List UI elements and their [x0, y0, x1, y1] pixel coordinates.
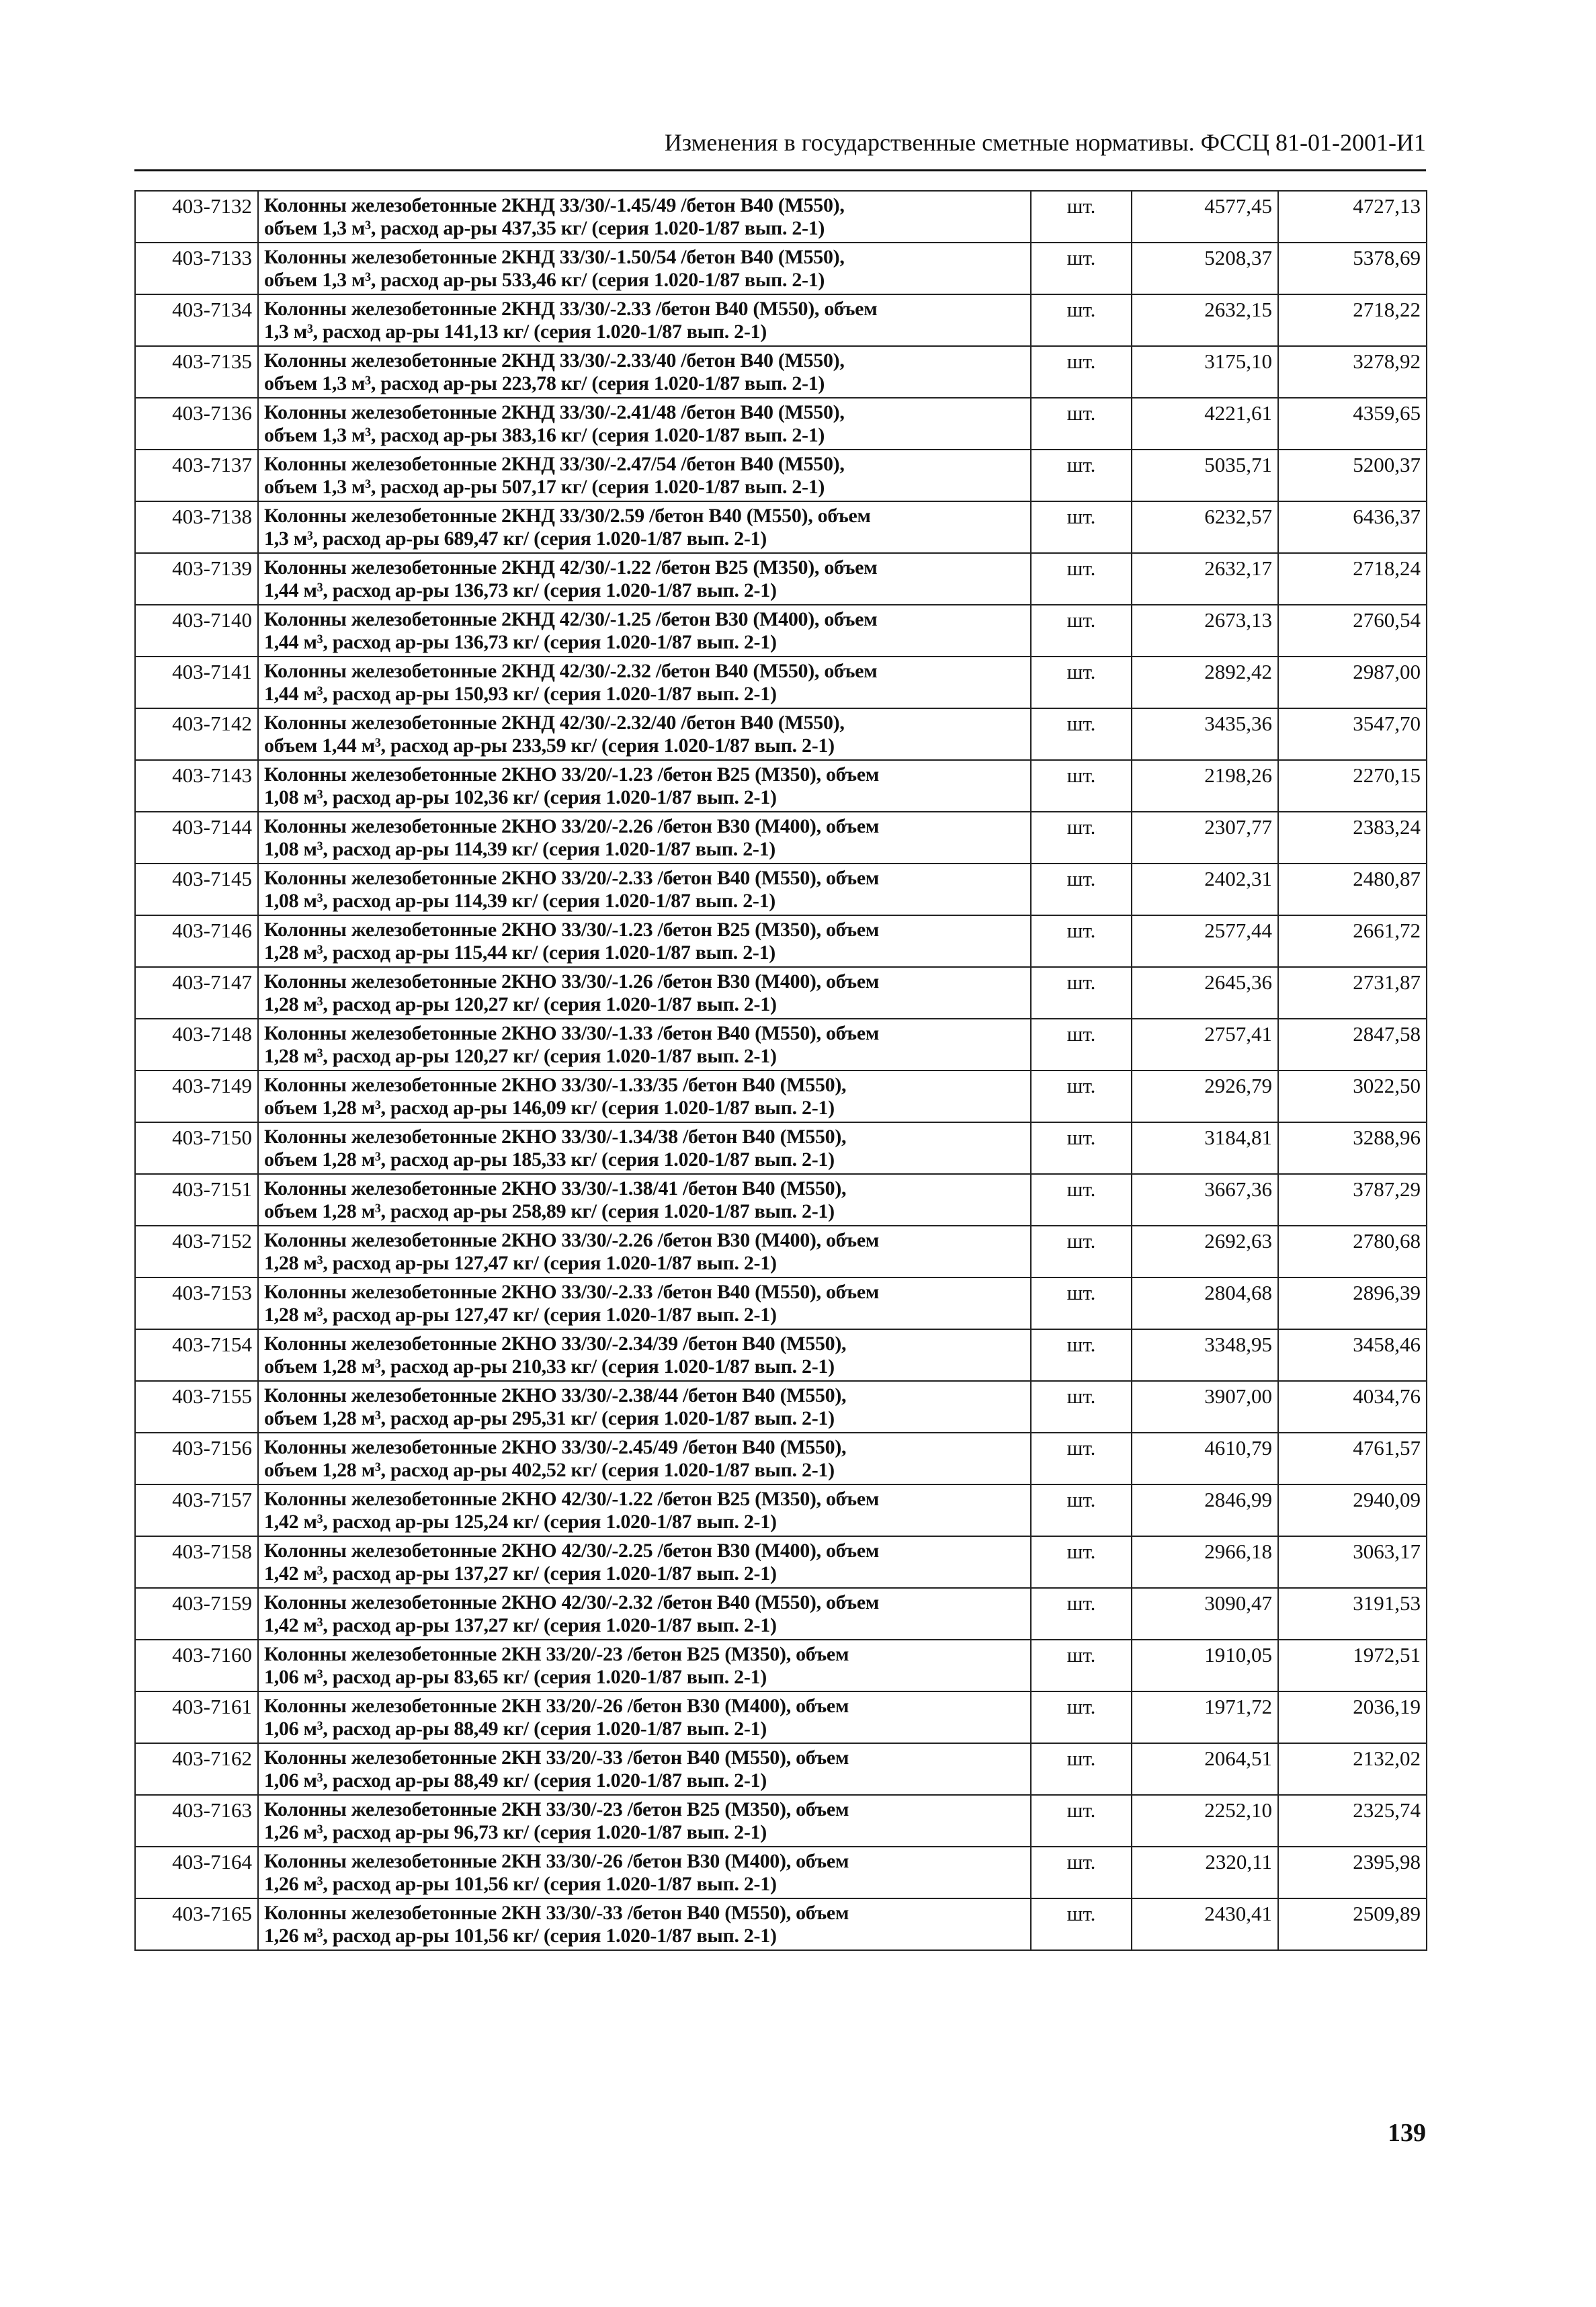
item-code: 403-7162: [135, 1743, 258, 1795]
item-description: [258, 1588, 1031, 1640]
item-code: 403-7156: [135, 1433, 258, 1484]
table-row: [135, 864, 1427, 915]
item-description: [258, 243, 1031, 294]
item-description: [258, 450, 1031, 501]
unit-of-measure: шт.: [1031, 1329, 1132, 1381]
table-row: [135, 1226, 1427, 1277]
item-description: [258, 1847, 1031, 1898]
description-text: Колонны железобетонные 2КНО 33/30/-1.33/35 /бетон B40 (M550), объем 1,28 м³, расход ар-ры 146,09 кг/ (серия 1.020-1/87 вып. 2-1): [264, 1074, 847, 1119]
description-text: Колонны железобетонные 2КН 33/20/-23 /бетон B25 (M350), объем 1,06 м³, расход ар-ры 83,65 кг/ (серия 1.020-1/87 вып. 2-1): [264, 1643, 849, 1688]
price-estimate: 3022,50: [1278, 1071, 1427, 1122]
item-code: 403-7144: [135, 812, 258, 864]
item-description: [258, 864, 1031, 915]
description-text: Колонны железобетонные 2КНО 33/30/-2.45/49 /бетон B40 (M550), объем 1,28 м³, расход ар-ры 402,52 кг/ (серия 1.020-1/87 вып. 2-1): [264, 1436, 847, 1481]
table-row: [135, 553, 1427, 605]
unit-of-measure: шт.: [1031, 605, 1132, 657]
description-text: Колонны железобетонные 2КНД 33/30/-2.33/40 /бетон B40 (M550), объем 1,3 м³, расход ар-ры 223,78 кг/ (серия 1.020-1/87 вып. 2-1): [264, 349, 845, 394]
unit-of-measure: шт.: [1031, 1898, 1132, 1950]
unit-of-measure: шт.: [1031, 243, 1132, 294]
price-current: 2064,51: [1132, 1743, 1278, 1795]
item-code: 403-7160: [135, 1640, 258, 1691]
price-estimate: 6436,37: [1278, 501, 1427, 553]
unit-of-measure: шт.: [1031, 191, 1132, 243]
item-code: 403-7139: [135, 553, 258, 605]
unit-of-measure: шт.: [1031, 915, 1132, 967]
price-current: 2252,10: [1132, 1795, 1278, 1847]
item-description: [258, 812, 1031, 864]
price-estimate: 2780,68: [1278, 1226, 1427, 1277]
item-description: [258, 398, 1031, 450]
price-estimate: 2036,19: [1278, 1691, 1427, 1743]
price-current: 3435,36: [1132, 708, 1278, 760]
unit-of-measure: шт.: [1031, 1433, 1132, 1484]
description-text: Колонны железобетонные 2КНД 33/30/-2.47/54 /бетон B40 (M550), объем 1,3 м³, расход ар-ры 507,17 кг/ (серия 1.020-1/87 вып. 2-1): [264, 453, 845, 498]
item-description: [258, 1174, 1031, 1226]
table-row: [135, 191, 1427, 243]
unit-of-measure: шт.: [1031, 1743, 1132, 1795]
price-estimate: 2760,54: [1278, 605, 1427, 657]
price-current: 1910,05: [1132, 1640, 1278, 1691]
description-text: Колонны железобетонные 2КНО 42/30/-2.32 /бетон B40 (M550), объем 1,42 м³, расход ар-ры 137,27 кг/ (серия 1.020-1/87 вып. 2-1): [264, 1591, 880, 1636]
table-row: [135, 1588, 1427, 1640]
unit-of-measure: шт.: [1031, 1640, 1132, 1691]
unit-of-measure: шт.: [1031, 1588, 1132, 1640]
description-text: Колонны железобетонные 2КНО 33/30/-1.38/41 /бетон B40 (M550), объем 1,28 м³, расход ар-ры 258,89 кг/ (серия 1.020-1/87 вып. 2-1): [264, 1177, 847, 1222]
item-description: [258, 1484, 1031, 1536]
item-code: 403-7163: [135, 1795, 258, 1847]
item-description: [258, 294, 1031, 346]
price-estimate: 2270,15: [1278, 760, 1427, 812]
price-estimate: 2395,98: [1278, 1847, 1427, 1898]
unit-of-measure: шт.: [1031, 1226, 1132, 1277]
table-body: [135, 191, 1427, 1950]
price-estimate: 2383,24: [1278, 812, 1427, 864]
item-description: [258, 1691, 1031, 1743]
item-description: [258, 1226, 1031, 1277]
header-rule: [134, 169, 1426, 171]
description-text: Колонны железобетонные 2КНД 42/30/-2.32 /бетон B40 (M550), объем 1,44 м³, расход ар-ры 150,93 кг/ (серия 1.020-1/87 вып. 2-1): [264, 660, 878, 705]
unit-of-measure: шт.: [1031, 398, 1132, 450]
table-row: [135, 1536, 1427, 1588]
price-current: 2402,31: [1132, 864, 1278, 915]
description-text: Колонны железобетонные 2КН 33/30/-23 /бетон B25 (M350), объем 1,26 м³, расход ар-ры 96,73 кг/ (серия 1.020-1/87 вып. 2-1): [264, 1798, 849, 1843]
table-row: [135, 398, 1427, 450]
table-row: [135, 501, 1427, 553]
price-current: 2632,15: [1132, 294, 1278, 346]
unit-of-measure: шт.: [1031, 812, 1132, 864]
price-current: 2307,77: [1132, 812, 1278, 864]
item-code: 403-7161: [135, 1691, 258, 1743]
description-text: Колонны железобетонные 2КНД 33/30/2.59 /бетон B40 (M550), объем 1,3 м³, расход ар-ры 689,47 кг/ (серия 1.020-1/87 вып. 2-1): [264, 505, 871, 550]
price-estimate: 3191,53: [1278, 1588, 1427, 1640]
description-text: Колонны железобетонные 2КНД 33/30/-2.41/48 /бетон B40 (M550), объем 1,3 м³, расход ар-ры 383,16 кг/ (серия 1.020-1/87 вып. 2-1): [264, 401, 845, 446]
table-row: [135, 1071, 1427, 1122]
price-current: 3090,47: [1132, 1588, 1278, 1640]
description-text: Колонны железобетонные 2КНД 33/30/-2.33 /бетон B40 (M550), объем 1,3 м³, расход ар-ры 141,13 кг/ (серия 1.020-1/87 вып. 2-1): [264, 298, 878, 343]
table-row: [135, 1640, 1427, 1691]
description-text: Колонны железобетонные 2КНО 33/30/-2.34/39 /бетон B40 (M550), объем 1,28 м³, расход ар-ры 210,33 кг/ (серия 1.020-1/87 вып. 2-1): [264, 1333, 847, 1378]
item-description: [258, 1795, 1031, 1847]
item-code: 403-7149: [135, 1071, 258, 1122]
page-number: 139: [1388, 2119, 1426, 2147]
price-estimate: 3458,46: [1278, 1329, 1427, 1381]
unit-of-measure: шт.: [1031, 1795, 1132, 1847]
item-description: [258, 501, 1031, 553]
table-row: [135, 760, 1427, 812]
price-current: 2320,11: [1132, 1847, 1278, 1898]
description-text: Колонны железобетонные 2КНД 33/30/-1.45/49 /бетон B40 (M550), объем 1,3 м³, расход ар-ры 437,35 кг/ (серия 1.020-1/87 вып. 2-1): [264, 194, 845, 239]
item-description: [258, 346, 1031, 398]
description-text: Колонны железобетонные 2КНО 33/30/-2.26 /бетон B30 (M400), объем 1,28 м³, расход ар-ры 127,47 кг/ (серия 1.020-1/87 вып. 2-1): [264, 1229, 880, 1274]
table-row: [135, 1381, 1427, 1433]
item-description: [258, 1071, 1031, 1122]
unit-of-measure: шт.: [1031, 346, 1132, 398]
item-code: 403-7159: [135, 1588, 258, 1640]
description-text: Колонны железобетонные 2КНД 42/30/-2.32/40 /бетон B40 (M550), объем 1,44 м³, расход ар-ры 233,59 кг/ (серия 1.020-1/87 вып. 2-1): [264, 712, 845, 757]
item-code: 403-7134: [135, 294, 258, 346]
price-current: 2757,41: [1132, 1019, 1278, 1071]
table-row: [135, 708, 1427, 760]
description-text: Колонны железобетонные 2КНО 33/30/-2.33 /бетон B40 (M550), объем 1,28 м³, расход ар-ры 127,47 кг/ (серия 1.020-1/87 вып. 2-1): [264, 1281, 880, 1326]
price-current: 6232,57: [1132, 501, 1278, 553]
price-current: 5035,71: [1132, 450, 1278, 501]
unit-of-measure: шт.: [1031, 708, 1132, 760]
item-description: [258, 1536, 1031, 1588]
price-current: 3667,36: [1132, 1174, 1278, 1226]
item-code: 403-7141: [135, 657, 258, 708]
unit-of-measure: шт.: [1031, 1381, 1132, 1433]
item-description: [258, 915, 1031, 967]
price-current: 3907,00: [1132, 1381, 1278, 1433]
description-text: Колонны железобетонные 2КН 33/20/-33 /бетон B40 (M550), объем 1,06 м³, расход ар-ры 88,49 кг/ (серия 1.020-1/87 вып. 2-1): [264, 1747, 849, 1792]
price-current: 2577,44: [1132, 915, 1278, 967]
table-row: [135, 1691, 1427, 1743]
price-estimate: 2325,74: [1278, 1795, 1427, 1847]
table-row: [135, 915, 1427, 967]
page-header: Изменения в государственные сметные нормативы. ФССЦ 81-01-2001-И1: [664, 129, 1426, 156]
price-current: 4221,61: [1132, 398, 1278, 450]
price-current: 4577,45: [1132, 191, 1278, 243]
item-code: 403-7155: [135, 1381, 258, 1433]
item-code: 403-7148: [135, 1019, 258, 1071]
price-current: 2846,99: [1132, 1484, 1278, 1536]
item-code: 403-7132: [135, 191, 258, 243]
price-current: 5208,37: [1132, 243, 1278, 294]
price-estimate: 3547,70: [1278, 708, 1427, 760]
unit-of-measure: шт.: [1031, 864, 1132, 915]
item-code: 403-7143: [135, 760, 258, 812]
price-estimate: 4727,13: [1278, 191, 1427, 243]
item-description: [258, 967, 1031, 1019]
price-current: 2804,68: [1132, 1277, 1278, 1329]
unit-of-measure: шт.: [1031, 294, 1132, 346]
description-text: Колонны железобетонные 2КНД 42/30/-1.22 /бетон B25 (M350), объем 1,44 м³, расход ар-ры 136,73 кг/ (серия 1.020-1/87 вып. 2-1): [264, 556, 878, 601]
item-code: 403-7151: [135, 1174, 258, 1226]
unit-of-measure: шт.: [1031, 1691, 1132, 1743]
price-current: 2892,42: [1132, 657, 1278, 708]
price-current: 2926,79: [1132, 1071, 1278, 1122]
unit-of-measure: шт.: [1031, 450, 1132, 501]
table-row: [135, 346, 1427, 398]
item-description: [258, 1433, 1031, 1484]
price-current: 2430,41: [1132, 1898, 1278, 1950]
item-description: [258, 605, 1031, 657]
table-row: [135, 1174, 1427, 1226]
price-current: 2632,17: [1132, 553, 1278, 605]
table-row: [135, 1795, 1427, 1847]
price-estimate: 2480,87: [1278, 864, 1427, 915]
item-description: [258, 1019, 1031, 1071]
item-code: 403-7152: [135, 1226, 258, 1277]
item-description: [258, 553, 1031, 605]
table-row: [135, 967, 1427, 1019]
table-row: [135, 657, 1427, 708]
price-estimate: 3787,29: [1278, 1174, 1427, 1226]
price-table: [134, 190, 1427, 1951]
unit-of-measure: шт.: [1031, 967, 1132, 1019]
table-row: [135, 1329, 1427, 1381]
price-estimate: 2987,00: [1278, 657, 1427, 708]
price-estimate: 2847,58: [1278, 1019, 1427, 1071]
table-row: [135, 605, 1427, 657]
table-row: [135, 1743, 1427, 1795]
item-code: 403-7157: [135, 1484, 258, 1536]
table-row: [135, 243, 1427, 294]
description-text: Колонны железобетонные 2КНО 33/30/-1.23 /бетон B25 (M350), объем 1,28 м³, расход ар-ры 115,44 кг/ (серия 1.020-1/87 вып. 2-1): [264, 919, 880, 964]
price-estimate: 2718,24: [1278, 553, 1427, 605]
unit-of-measure: шт.: [1031, 1071, 1132, 1122]
price-estimate: 1972,51: [1278, 1640, 1427, 1691]
item-description: [258, 657, 1031, 708]
item-code: 403-7147: [135, 967, 258, 1019]
price-current: 4610,79: [1132, 1433, 1278, 1484]
description-text: Колонны железобетонные 2КНО 33/20/-2.26 /бетон B30 (M400), объем 1,08 м³, расход ар-ры 114,39 кг/ (серия 1.020-1/87 вып. 2-1): [264, 815, 880, 860]
price-estimate: 3278,92: [1278, 346, 1427, 398]
price-estimate: 2132,02: [1278, 1743, 1427, 1795]
price-estimate: 5200,37: [1278, 450, 1427, 501]
price-current: 1971,72: [1132, 1691, 1278, 1743]
item-description: [258, 1743, 1031, 1795]
item-code: 403-7158: [135, 1536, 258, 1588]
price-estimate: 3288,96: [1278, 1122, 1427, 1174]
item-code: 403-7164: [135, 1847, 258, 1898]
table-row: [135, 1019, 1427, 1071]
item-code: 403-7145: [135, 864, 258, 915]
item-code: 403-7146: [135, 915, 258, 967]
unit-of-measure: шт.: [1031, 1019, 1132, 1071]
description-text: Колонны железобетонные 2КНО 33/30/-2.38/44 /бетон B40 (M550), объем 1,28 м³, расход ар-ры 295,31 кг/ (серия 1.020-1/87 вып. 2-1): [264, 1384, 847, 1429]
item-description: [258, 191, 1031, 243]
item-code: 403-7135: [135, 346, 258, 398]
item-code: 403-7142: [135, 708, 258, 760]
item-code: 403-7153: [135, 1277, 258, 1329]
price-current: 2966,18: [1132, 1536, 1278, 1588]
item-description: [258, 1329, 1031, 1381]
price-current: 3175,10: [1132, 346, 1278, 398]
unit-of-measure: шт.: [1031, 1847, 1132, 1898]
price-estimate: 2940,09: [1278, 1484, 1427, 1536]
table-row: [135, 1847, 1427, 1898]
unit-of-measure: шт.: [1031, 760, 1132, 812]
item-code: 403-7137: [135, 450, 258, 501]
description-text: Колонны железобетонные 2КНО 33/30/-1.34/38 /бетон B40 (M550), объем 1,28 м³, расход ар-ры 185,33 кг/ (серия 1.020-1/87 вып. 2-1): [264, 1126, 847, 1171]
item-code: 403-7154: [135, 1329, 258, 1381]
table-row: [135, 1122, 1427, 1174]
price-estimate: 3063,17: [1278, 1536, 1427, 1588]
price-estimate: 2661,72: [1278, 915, 1427, 967]
table-row: [135, 1484, 1427, 1536]
unit-of-measure: шт.: [1031, 1277, 1132, 1329]
unit-of-measure: шт.: [1031, 1536, 1132, 1588]
description-text: Колонны железобетонные 2КНД 42/30/-1.25 /бетон B30 (M400), объем 1,44 м³, расход ар-ры 136,73 кг/ (серия 1.020-1/87 вып. 2-1): [264, 608, 878, 653]
description-text: Колонны железобетонные 2КНО 33/30/-1.33 /бетон B40 (M550), объем 1,28 м³, расход ар-ры 120,27 кг/ (серия 1.020-1/87 вып. 2-1): [264, 1022, 880, 1067]
unit-of-measure: шт.: [1031, 1122, 1132, 1174]
description-text: Колонны железобетонные 2КНО 42/30/-2.25 /бетон B30 (M400), объем 1,42 м³, расход ар-ры 137,27 кг/ (серия 1.020-1/87 вып. 2-1): [264, 1540, 880, 1585]
price-estimate: 5378,69: [1278, 243, 1427, 294]
table-row: [135, 294, 1427, 346]
item-code: 403-7138: [135, 501, 258, 553]
unit-of-measure: шт.: [1031, 553, 1132, 605]
price-current: 3184,81: [1132, 1122, 1278, 1174]
description-text: Колонны железобетонные 2КН 33/30/-33 /бетон B40 (M550), объем 1,26 м³, расход ар-ры 101,56 кг/ (серия 1.020-1/87 вып. 2-1): [264, 1902, 849, 1947]
price-estimate: 4359,65: [1278, 398, 1427, 450]
unit-of-measure: шт.: [1031, 1484, 1132, 1536]
table-row: [135, 450, 1427, 501]
item-description: [258, 1277, 1031, 1329]
price-current: 2692,63: [1132, 1226, 1278, 1277]
description-text: Колонны железобетонные 2КН 33/20/-26 /бетон B30 (M400), объем 1,06 м³, расход ар-ры 88,49 кг/ (серия 1.020-1/87 вып. 2-1): [264, 1695, 849, 1740]
description-text: Колонны железобетонные 2КНО 33/30/-1.26 /бетон B30 (M400), объем 1,28 м³, расход ар-ры 120,27 кг/ (серия 1.020-1/87 вып. 2-1): [264, 970, 880, 1015]
item-description: [258, 1381, 1031, 1433]
unit-of-measure: шт.: [1031, 657, 1132, 708]
description-text: Колонны железобетонные 2КН 33/30/-26 /бетон B30 (M400), объем 1,26 м³, расход ар-ры 101,56 кг/ (серия 1.020-1/87 вып. 2-1): [264, 1850, 849, 1895]
price-estimate: 2731,87: [1278, 967, 1427, 1019]
table-row: [135, 1277, 1427, 1329]
item-code: 403-7140: [135, 605, 258, 657]
table-row: [135, 1898, 1427, 1950]
item-code: 403-7165: [135, 1898, 258, 1950]
description-text: Колонны железобетонные 2КНО 42/30/-1.22 /бетон B25 (M350), объем 1,42 м³, расход ар-ры 125,24 кг/ (серия 1.020-1/87 вып. 2-1): [264, 1488, 880, 1533]
price-estimate: 2718,22: [1278, 294, 1427, 346]
description-text: Колонны железобетонные 2КНО 33/20/-1.23 /бетон B25 (M350), объем 1,08 м³, расход ар-ры 102,36 кг/ (серия 1.020-1/87 вып. 2-1): [264, 763, 880, 808]
item-description: [258, 760, 1031, 812]
price-current: 2673,13: [1132, 605, 1278, 657]
price-estimate: 2509,89: [1278, 1898, 1427, 1950]
price-estimate: 2896,39: [1278, 1277, 1427, 1329]
unit-of-measure: шт.: [1031, 501, 1132, 553]
description-text: Колонны железобетонные 2КНД 33/30/-1.50/54 /бетон B40 (M550), объем 1,3 м³, расход ар-ры 533,46 кг/ (серия 1.020-1/87 вып. 2-1): [264, 246, 845, 291]
price-current: 2645,36: [1132, 967, 1278, 1019]
table-row: [135, 1433, 1427, 1484]
item-code: 403-7136: [135, 398, 258, 450]
item-code: 403-7133: [135, 243, 258, 294]
table-row: [135, 812, 1427, 864]
price-current: 2198,26: [1132, 760, 1278, 812]
price-current: 3348,95: [1132, 1329, 1278, 1381]
item-description: [258, 1640, 1031, 1691]
description-text: Колонны железобетонные 2КНО 33/20/-2.33 /бетон B40 (M550), объем 1,08 м³, расход ар-ры 114,39 кг/ (серия 1.020-1/87 вып. 2-1): [264, 867, 880, 912]
price-estimate: 4034,76: [1278, 1381, 1427, 1433]
unit-of-measure: шт.: [1031, 1174, 1132, 1226]
item-description: [258, 708, 1031, 760]
price-estimate: 4761,57: [1278, 1433, 1427, 1484]
item-description: [258, 1122, 1031, 1174]
item-code: 403-7150: [135, 1122, 258, 1174]
item-description: [258, 1898, 1031, 1950]
